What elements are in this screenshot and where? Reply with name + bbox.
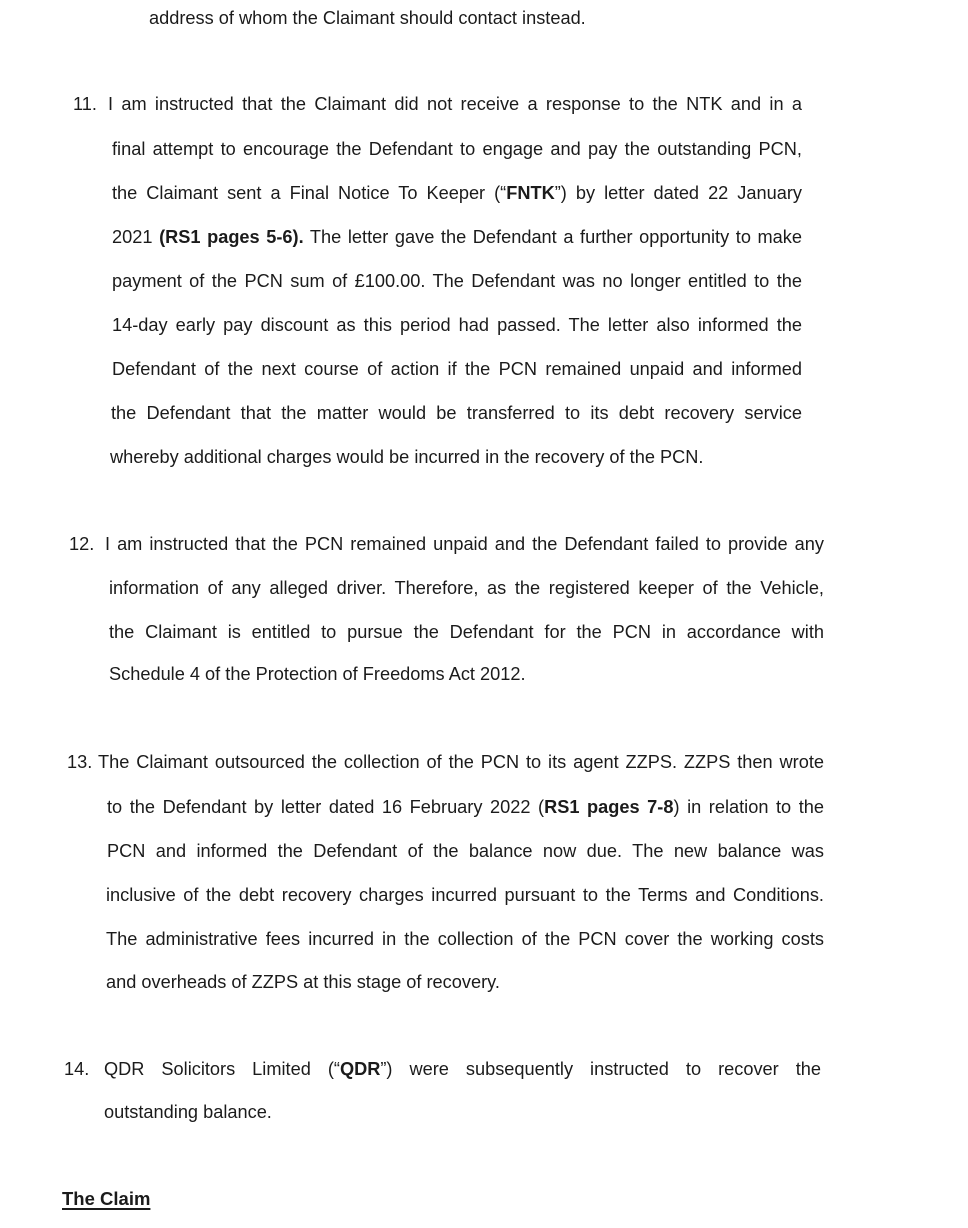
paragraph-11-line-1: I am instructed that the Claimant did not receive a response to the NTK and in a — [108, 94, 802, 114]
paragraph-11-line-8: the Defendant that the matter would be transferred to its debt recovery service — [111, 403, 802, 423]
paragraph-13-number: 13. — [67, 752, 93, 772]
paragraph-13-line-2: to the Defendant by letter dated 16 February 2022 (RS1 pages 7-8) in relation to the — [107, 797, 825, 817]
paragraph-13-line-1: The Claimant outsourced the collection of the PCN to its agent ZZPS. ZZPS then wrote — [98, 752, 824, 772]
paragraph-12-line-2: information of any alleged driver. Therefore, as the registered keeper of the Vehicle, — [109, 578, 824, 598]
paragraph-13-line-5: The administrative fees incurred in the collection of the PCN cover the working costs — [106, 929, 824, 949]
paragraph-12-line-4: Schedule 4 of the Protection of Freedoms Act 2012. — [109, 664, 526, 684]
paragraph-11-line-7: Defendant of the next course of action if the PCN remained unpaid and informed — [112, 359, 802, 379]
paragraph-13-line-4: inclusive of the debt recovery charges incurred pursuant to the Terms and Conditions. — [106, 885, 824, 905]
paragraph-13-line-6: and overheads of ZZPS at this stage of recovery. — [106, 972, 500, 992]
paragraph-14-number: 14. — [64, 1059, 90, 1079]
paragraph-14-line-2: outstanding balance. — [104, 1102, 272, 1122]
continuation-line — [149, 7, 586, 29]
paragraph-14-line-1: QDR Solicitors Limited (“QDR”) were subsequently instructed to recover the — [104, 1059, 821, 1079]
paragraph-11-number: 11. — [73, 94, 97, 114]
section-heading-the-claim: The Claim — [62, 1188, 151, 1209]
paragraph-12-number: 12. — [69, 534, 95, 554]
paragraph-11-line-5: payment of the PCN sum of £100.00. The Defendant was no longer entitled to the — [112, 271, 802, 291]
qdr-bold: QDR — [339, 1059, 381, 1079]
paragraph-11-line-9: whereby additional charges would be incurred in the recovery of the PCN. — [110, 447, 704, 467]
paragraph-11-line-2: final attempt to encourage the Defendant to engage and pay the outstanding PCN, — [112, 139, 802, 159]
paragraph-12-line-3: the Claimant is entitled to pursue the Defendant for the PCN in accordance with — [109, 622, 824, 642]
paragraph-11-line-6: 14-day early pay discount as this period had passed. The letter also informed the — [112, 315, 802, 335]
paragraph-12-line-1: I am instructed that the PCN remained unpaid and the Defendant failed to provide any — [105, 534, 824, 554]
paragraph-11-line-4: 2021 (RS1 pages 5-6). The letter gave the Defendant a further opportunity to make — [112, 227, 803, 247]
continuation-text: address of whom the Claimant should contact instead. — [149, 8, 586, 28]
paragraph-11-line-3: the Claimant sent a Final Notice To Keeper (“FNTK”) by letter dated 22 January — [112, 183, 803, 203]
paragraph-13-line-3: PCN and informed the Defendant of the balance now due. The new balance was — [107, 841, 824, 861]
rs1-pages-7-8-bold: RS1 pages 7-8 — [544, 797, 674, 817]
fntk-bold: FNTK — [506, 183, 555, 203]
rs1-pages-5-6-bold: (RS1 pages 5-6). — [159, 227, 304, 247]
